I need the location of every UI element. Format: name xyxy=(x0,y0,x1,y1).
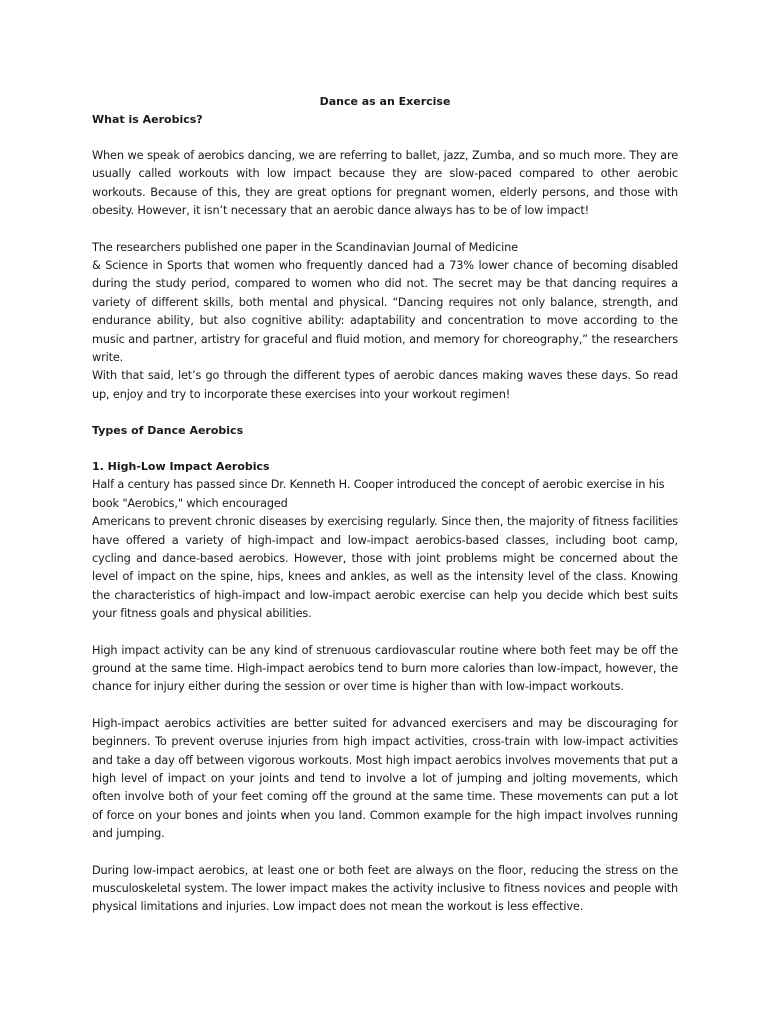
heading-what-is-aerobics: What is Aerobics? xyxy=(92,113,203,126)
paragraph-low-impact: During low-impact aerobics, at least one or both feet are always on the floor, reducing the stress on the musculoskeletal system. The lower impact makes the activity inclusive to fitness novices and people with physical limitations and injuries. Low impact does not mean the workout is less effective. xyxy=(92,863,678,914)
document-title: Dance as an Exercise xyxy=(319,95,451,108)
spacer xyxy=(92,440,678,458)
heading-types-of-dance-aerobics: Types of Dance Aerobics xyxy=(92,424,244,438)
paragraph-cooper-line1: Half a century has passed since Dr. Kenneth H. Cooper introduced the concept of aerobic exercise in his book "Aerobics," which encouraged xyxy=(92,478,665,510)
spacer xyxy=(92,221,678,239)
spacer xyxy=(92,404,678,422)
spacer xyxy=(92,697,678,715)
paragraph-high-impact-activity: High impact activity can be any kind of strenuous cardiovascular routine where both feet may be off the ground at the same time. High-impact aerobics tend to burn more calories than low-impact, however, the chance for injury either during the session or over time is higher than with low-impact workouts. xyxy=(92,643,678,694)
paragraph-with-that-said: With that said, let’s go through the different types of aerobic dances making waves these days. So read up, enjoy and try to incorporate these exercises into your workout regimen! xyxy=(92,369,678,401)
spacer xyxy=(92,129,678,147)
document-page xyxy=(92,93,678,917)
paragraph-research-line1: The researchers published one paper in the Scandinavian Journal of Medicine xyxy=(92,240,518,254)
paragraph-fitness-facilities: Americans to prevent chronic diseases by exercising regularly. Since then, the majority of fitness facilities have offered a variety of high-impact and low-impact aerobics-based classes, including boot camp, cycling and dance-based aerobics. However, those with joint problems might be concerned about the level of impact on the spine, hips, knees and ankles, as well as the intensity level of the class. Knowing the characteristics of high-impact and low-impact aerobic exercise can help you decide which best suits your fitness goals and physical abilities. xyxy=(92,515,678,621)
paragraph-aerobics-intro: When we speak of aerobics dancing, we are referring to ballet, jazz, Zumba, and so much more. They are usually called workouts with low impact because they are slow-paced compared to other aerobic workouts. Because of this, they are great options for pregnant women, elderly persons, and those with obesity. However, it isn’t necessary that an aerobic dance always has to be of low impact! xyxy=(92,149,678,218)
paragraph-high-impact-advanced: High-impact aerobics activities are better suited for advanced exercisers and may be discouraging for beginners. To prevent overuse injuries from high impact activities, cross-train with low-impact activities and take a day off between vigorous workouts. Most high impact aerobics involves movements that put a high level of impact on your joints and tend to involve a lot of jumping and jolting movements, which often involve both of your feet coming off the ground at the same time. These movements can put a lot of force on your bones and joints when you land. Common example for the high impact involves running and jumping. xyxy=(92,716,678,841)
paragraph-research: & Science in Sports that women who frequently danced had a 73% lower chance of becoming disabled during the study period, compared to women who did not. The secret may be that dancing requires a variety of different skills, both mental and physical. “Dancing requires not only balance, strength, and endurance ability, but also cognitive ability: adaptability and concentration to move according to the music and partner, artistry for graceful and fluid motion, and memory for choreography,” the researchers write. xyxy=(92,259,678,365)
spacer xyxy=(92,624,678,642)
heading-high-low-impact: 1. High-Low Impact Aerobics xyxy=(92,460,270,474)
spacer xyxy=(92,844,678,862)
